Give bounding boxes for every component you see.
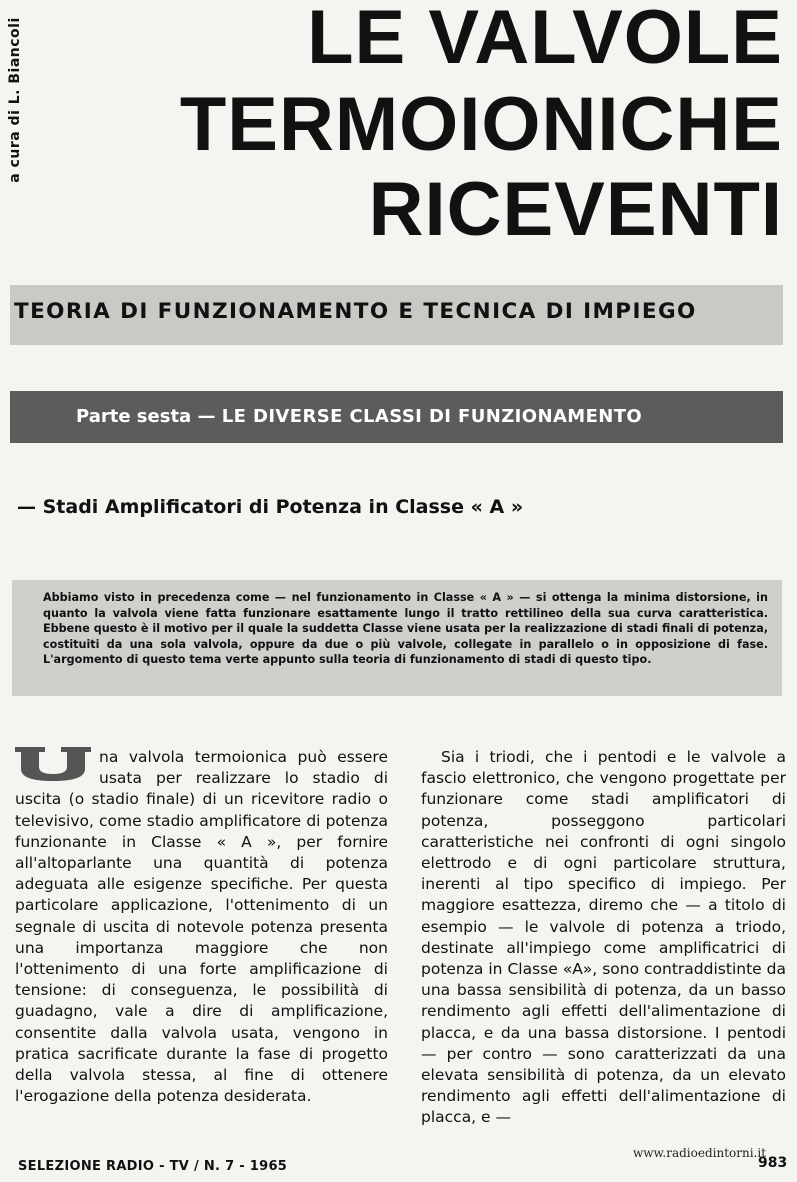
footer-publication: SELEZIONE RADIO - TV / N. 7 - 1965 <box>18 1159 288 1174</box>
body-column-2 <box>421 747 786 1129</box>
part-title: LE DIVERSE CLASSI DI FUNZIONAMENTO <box>221 406 643 427</box>
body-column-1 <box>15 747 388 1107</box>
byline <box>4 0 26 200</box>
subtitle-band <box>10 285 783 345</box>
section-heading: — Stadi Amplificatori di Potenza in Classe « A » <box>17 496 524 518</box>
part-heading <box>76 406 642 427</box>
abstract-box <box>12 580 782 696</box>
drop-cap <box>15 747 91 781</box>
drop-cap-glyph <box>15 747 91 781</box>
article-title-line-1: LE VALVOLE <box>307 0 783 80</box>
part-heading-band <box>10 391 783 443</box>
body-column-1-text: na valvola termoionica può essere usata per realizzare lo stadio di uscita (o stadio finale) di un ricevitore radio o televisivo, come stadio amplificatore di potenza funzionante in Classe « A », per fornire all'altoparlante una quantità di potenza adeguata alle esigenze specifiche. Per questa particolare applicazione, l'ottenimento di un segnale di uscita di notevole potenza presenta una importanza maggiore che non l'ottenimento di una forte amplificazione di tensione: di conseguenza, le possibilità di guadagno, vale a dire di amplificazione, consentite dalla valvola usata, vengono in pratica sacrificate durante la fase di progetto della valvola stessa, al fine di ottenere l'erogazione della potenza desiderata. <box>15 748 388 1106</box>
footer-watermark: www.radioedintorni.it <box>633 1146 767 1160</box>
byline-text: a cura di L. Biancoli <box>7 17 23 183</box>
article-title-line-3: RICEVENTI <box>368 167 783 252</box>
drop-cap-letter: U <box>52 771 54 772</box>
abstract-text: Abbiamo visto in precedenza come — nel funzionamento in Classe « A » — si ottenga la minima distorsione, in quanto la valvola viene fatta funzionare esattamente lungo il tratto rettilineo della sua curva caratteristica. Ebbene questo è il motivo per il quale la suddetta Classe viene usata per la realizzazione di stadi finali di potenza, costituiti da una sola valvola, oppure da due o più valvole, collegate in parallelo o in opposizione di fase. L'argomento di questo tema verte appunto sulla teoria di funzionamento di stadi di questo tipo. <box>43 591 768 667</box>
part-dash: — <box>197 406 216 427</box>
article-title-line-2: TERMOIONICHE <box>179 82 783 167</box>
body-column-2-text: Sia i triodi, che i pentodi e le valvole a fascio elettronico, che vengono progettate per funzionare come stadi amplificatori di potenza, posseggono particolari caratteristiche nei confronti di ogni singolo elettrodo e di ogni particolare struttura, inerenti al tipo specifico di impiego. Per maggiore esattezza, diremo che — a titolo di esempio — le valvole di potenza a triodo, destinate all'impiego come amplificatrici di potenza in Classe «A», sono contraddistinte da una bassa sensibilità di potenza, da un basso rendimento agli effetti dell'alimentazione di placca, e da una bassa distorsione. I pentodi — per contro — sono caratterizzati da una elevata sensibilità di potenza, da un elevato rendimento agli effetti dell'alimentazione di placca, e — <box>421 748 786 1127</box>
part-label: Parte sesta <box>76 406 192 427</box>
page-number: 983 <box>758 1155 788 1171</box>
subtitle: TEORIA DI FUNZIONAMENTO E TECNICA DI IMPIEGO <box>14 299 697 324</box>
